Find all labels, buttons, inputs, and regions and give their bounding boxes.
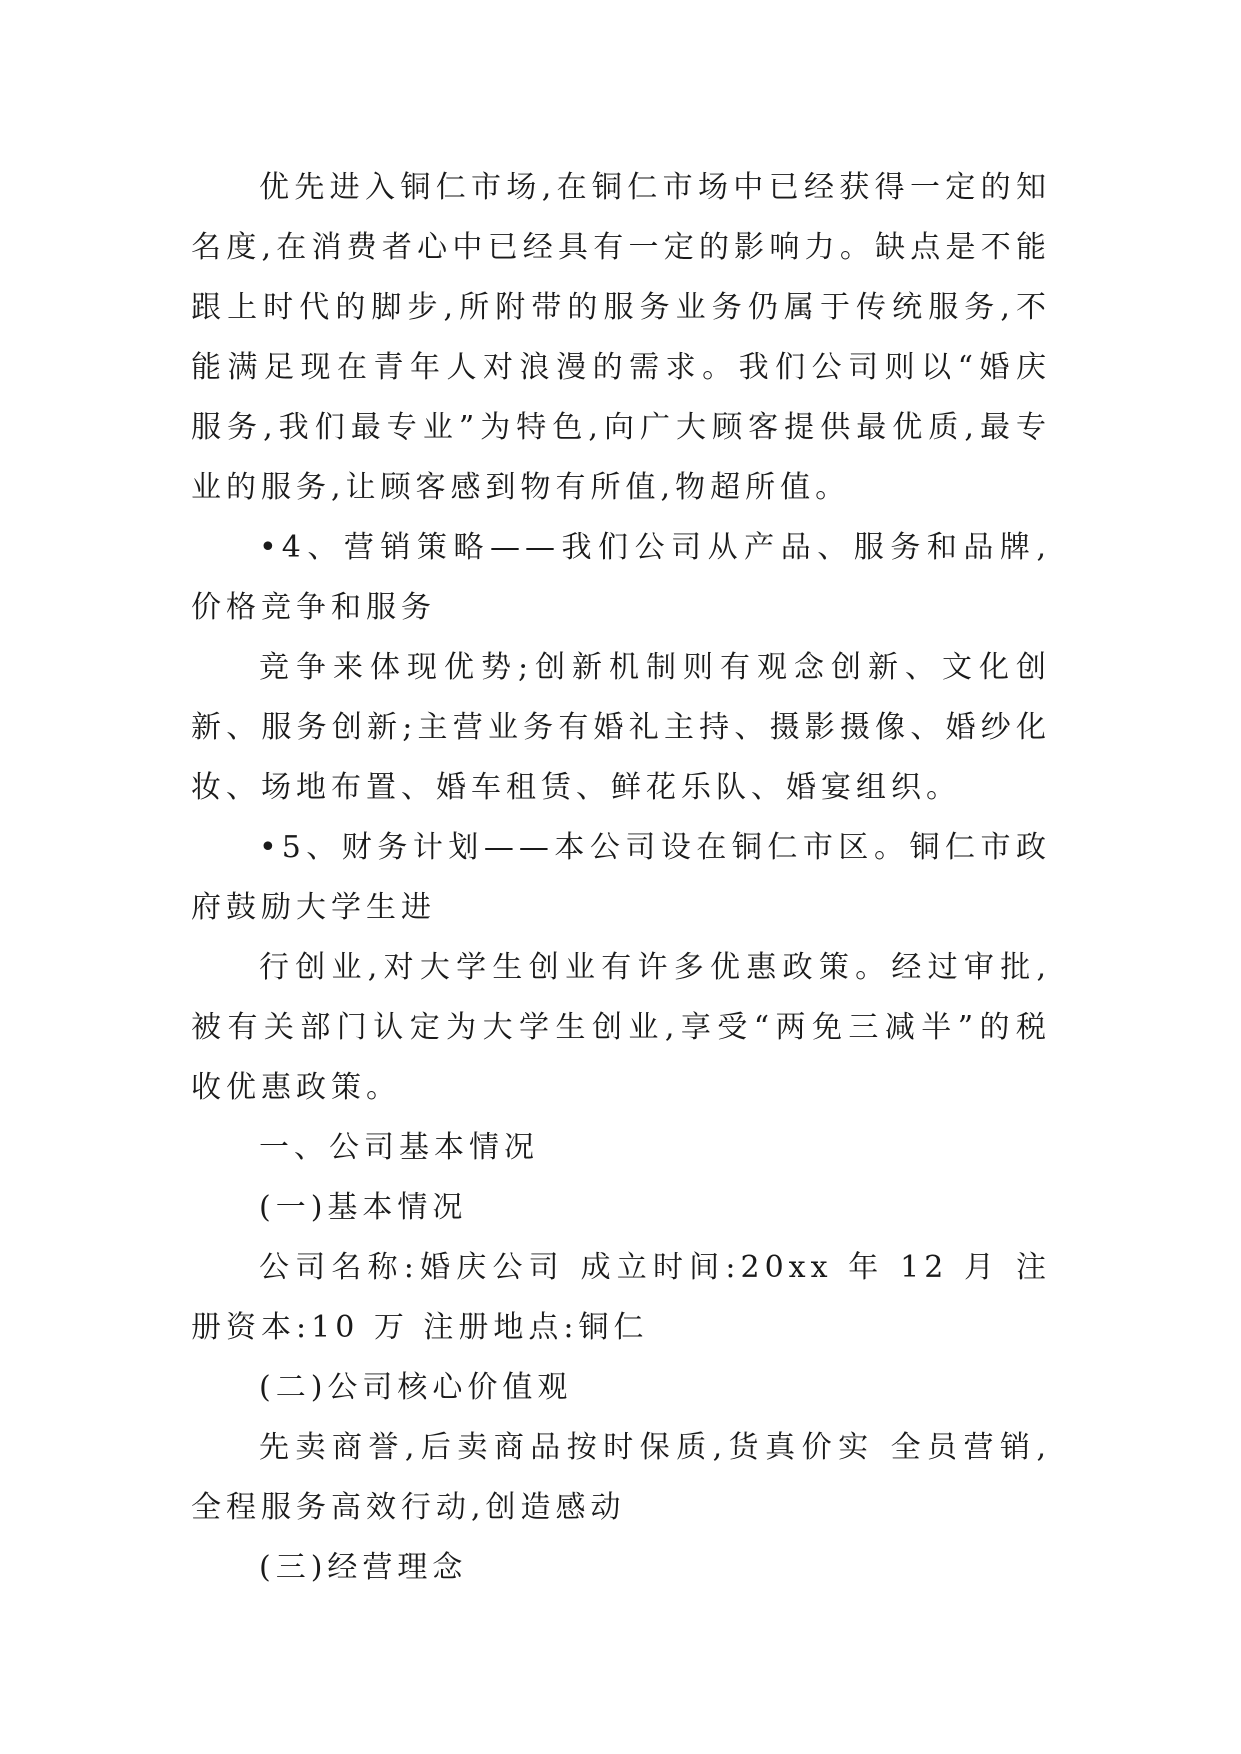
paragraph-company-info: 公司名称:婚庆公司 成立时间:20xx 年 12 月 注册资本:10 万 注册地点:铜仁 [191,1250,1051,1345]
subheading-basic-info: (一)基本情况 [259,1190,468,1225]
paragraph-competition: 竞争来体现优势;创新机制则有观念创新、文化创新、服务创新;主营业务有婚礼主持、摄影摄像、婚纱化妆、场地布置、婚车租赁、鲜花乐队、婚宴组织。 [191,650,1051,805]
paragraph-marketing-strategy: •4、营销策略——我们公司从产品、服务和品牌,价格竞争和服务 [191,530,1051,625]
paragraph-financial-plan: •5、财务计划——本公司设在铜仁市区。铜仁市政府鼓励大学生进 [191,830,1051,925]
heading-company-basics: 一、公司基本情况 [259,1130,539,1165]
document-page [191,158,1051,1598]
paragraph-market-position: 优先进入铜仁市场,在铜仁市场中已经获得一定的知名度,在消费者心中已经具有一定的影响力。缺点是不能跟上时代的脚步,所附带的服务业务仍属于传统服务,不能满足现在青年人对浪漫的需求。我们公司则以“婚庆服务,我们最专业”为特色,向广大顾客提供最优质,最专业的服务,让顾客感到物有所值,物超所值。 [191,170,1051,505]
subheading-business-philosophy: (三)经营理念 [259,1550,468,1585]
paragraph-policy: 行创业,对大学生创业有许多优惠政策。经过审批,被有关部门认定为大学生创业,享受“两免三减半”的税收优惠政策。 [191,950,1051,1105]
subheading-core-values: (二)公司核心价值观 [259,1370,573,1405]
paragraph-core-values: 先卖商誉,后卖商品按时保质,货真价实 全员营销,全程服务高效行动,创造感动 [191,1430,1051,1525]
